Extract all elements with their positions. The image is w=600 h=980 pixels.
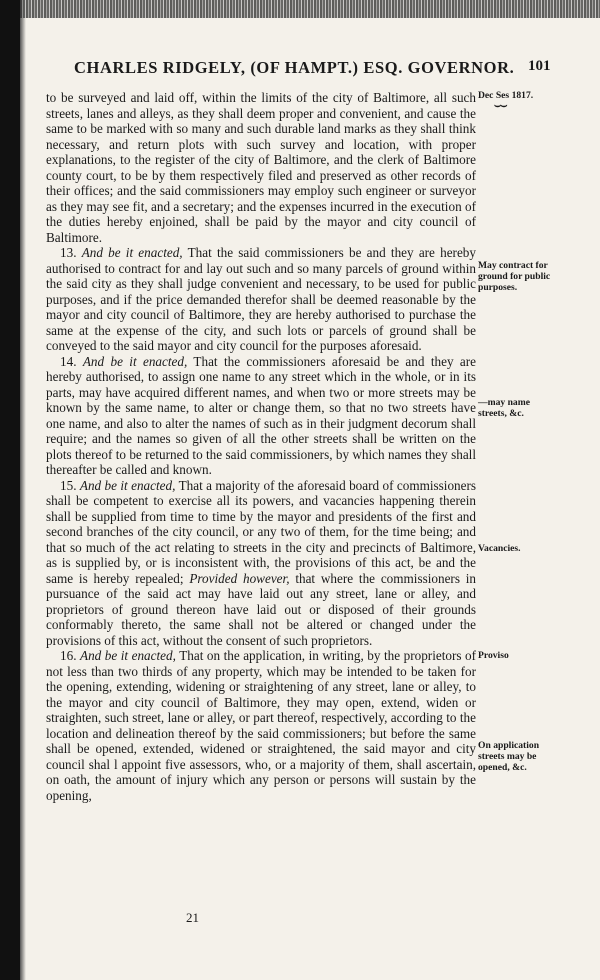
section-15-proviso-clause: Provided however, (189, 570, 290, 586)
section-13-number: 13. (60, 245, 77, 260)
section-16-text: That on the application, in writing, by the proprietors of not less than two thirds of any property, which may be intended to be taken for the opening, extending, widening or straightening of any street, lane or alley, to the mayor and city council of Baltimore, they may open, extend, widen or straighten, such street, lane or alley, or part thereof, respectively, according to the location and delineation thereof by the said commissioners; but before the same shall be opened, extended, widened or straightened, the said mayor and city council shal l appoint five assessors, who, or a majority of them, shall ascertain, on oath, the amount of injury which any person or persons will sustain by the opening, (46, 648, 477, 803)
section-13-enacting-clause: And be it enacted, (81, 245, 183, 260)
margin-note-vacancies: Vacancies. (478, 543, 521, 554)
margin-note-may-name: —may name streets, &c. (478, 397, 530, 419)
section-13 (46, 245, 476, 354)
section-16-number: 16. (60, 648, 77, 663)
section-15-number: 15. (60, 477, 77, 493)
section-16-enacting-clause: And be it enacted, (80, 648, 176, 663)
margin-bracket-mark: ⌣⌣ (494, 100, 507, 112)
printer-signature-mark: 21 (186, 910, 199, 925)
page-number: 101 (528, 58, 551, 74)
binding-shadow (20, 0, 26, 980)
margin-note-proviso: Proviso (478, 650, 509, 661)
section-15-proviso-text: that where the commissioners in pursuance of the said act may have laid out any street, lane or alley, and proprietors of ground thereon have laid out or disposed of their grounds conformably thereto, the same shall not be altered or changed under the provisions of this act, without the consent of such proprietors. (46, 570, 477, 648)
book-binding-edge (0, 0, 20, 980)
section-15-text: That a majority of the aforesaid board of commissioners shall be competent to exercise all its powers, and vacancies happening therein shall be supplied from time to time by the mayor and presidents of the first and second branches of the city council, or any two of them, for the time being; and that so much of the act relating to streets in the city and precincts of Baltimore, as is supplied by, or is inconsistent with, the provisions of this act, be and the same is hereby repealed; (46, 477, 477, 586)
page-body (46, 90, 476, 803)
margin-note-may-contract: May contract for ground for public purposes. (478, 260, 551, 293)
page-top-edge (20, 0, 600, 18)
section-16 (46, 648, 476, 803)
margin-note-on-application: On application streets may be opened, &c. (478, 740, 540, 773)
section-14-enacting-clause: And be it enacted, (82, 353, 188, 369)
margin-date-text: Dec Ses 1817. (478, 90, 534, 101)
margin-note-date (478, 90, 558, 112)
paragraph-12-continued: to be surveyed and laid off, within the limits of the city of Baltimore, all such streets, lanes and alleys, as they shall deem proper and convenient, and cause the same to be marked with so many and such durable land marks as they shall think necessary, and return plots with such survey and location, with proper explanations, to the register of the city of Baltimore, and the clerk of Baltimore county court, to be by them respectively filed and preserved as other records of their offices; and the said commissioners may employ such engineer or surveyor as they may see fit, and a secretary; and the expenses incurred in the execution of the duties hereby enjoined, shall be paid by the mayor and city council of Baltimore. (46, 90, 476, 245)
section-14-number: 14. (60, 353, 77, 369)
section-14 (46, 354, 476, 478)
section-13-text: That the said commissioners be and they are hereby authorised to contract for and lay out such and so many parcels of ground within the said city as they shall judge convenient and necessary, to be used for public purposes, and if the price demanded therefor shall be deemed reasonable by the mayor and city council of Baltimore, they are hereby authorised to purchase the same at the expense of the city, and such lots or parcels of ground shall be conveyed to the said mayor and city council for the purposes aforesaid. (46, 245, 476, 353)
section-15-enacting-clause: And be it enacted, (79, 477, 176, 493)
section-15 (46, 478, 476, 649)
running-head: CHARLES RIDGELY, (OF HAMPT.) ESQ. GOVERNOR. (74, 58, 515, 77)
section-14-text: That the commissioners aforesaid be and they are hereby authorised, to assign one name to any street which in the whole, or in its parts, may have acquired different names, and when two or more streets may be known by the same name, to alter or change them, so that no two streets have one name, and also to alter the names of such as in their judgment decorum shall require; and the names so given of all the other streets shall be written on the plots thereof to be returned to the said commissioners, by which names they shall thereafter be called and known. (46, 353, 477, 477)
